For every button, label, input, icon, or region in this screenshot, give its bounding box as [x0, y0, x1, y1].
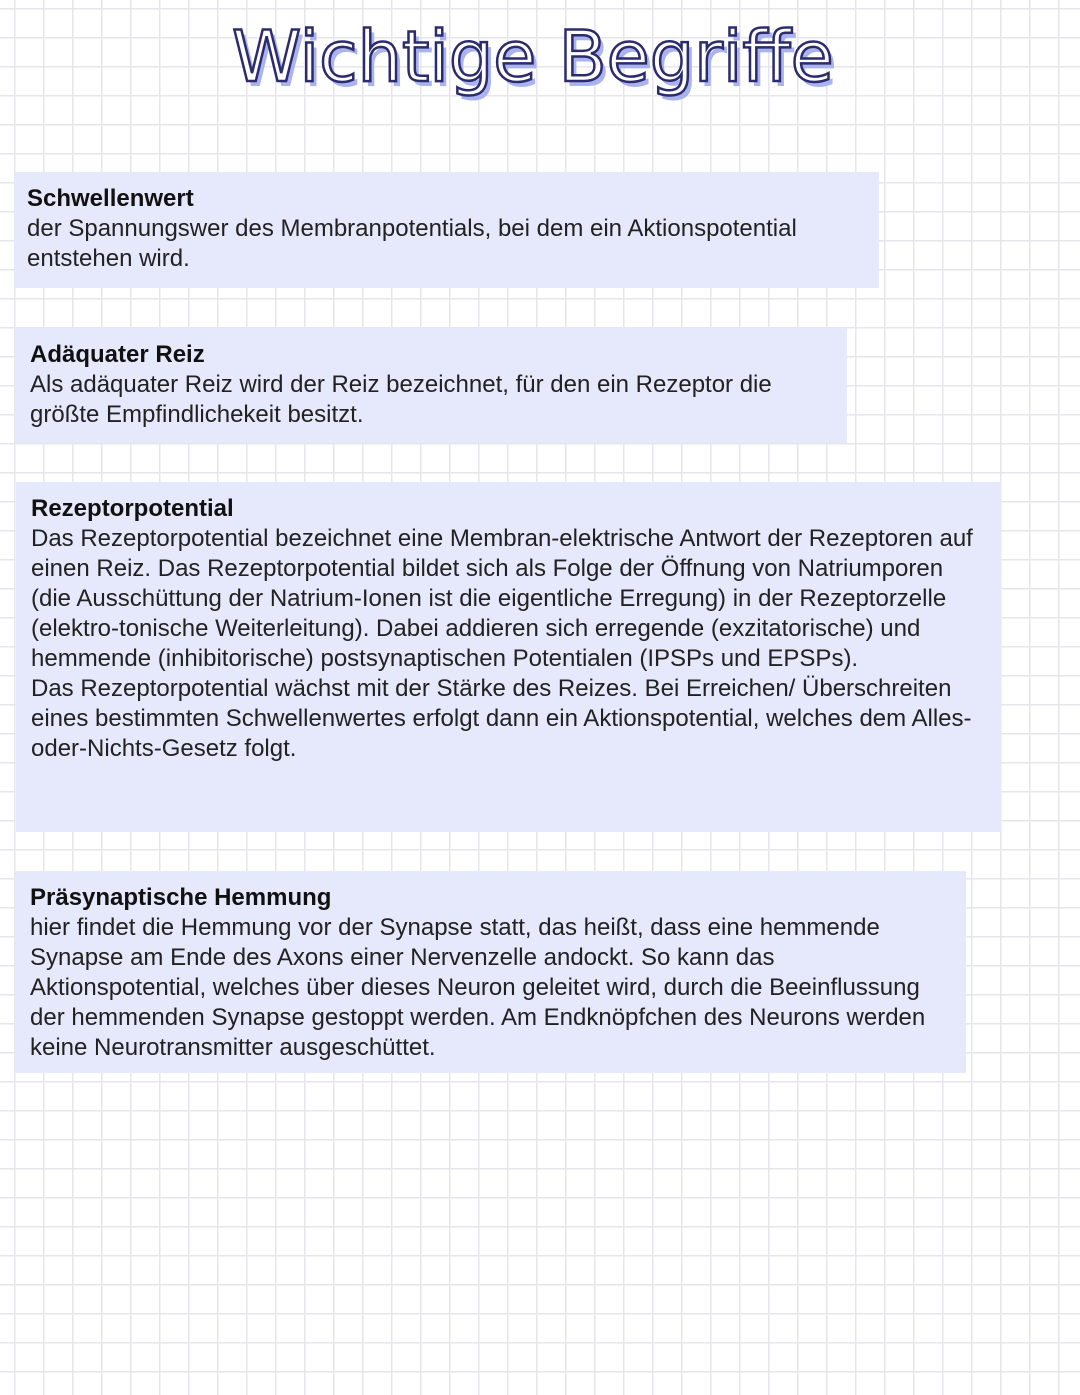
- definition-card-adaequater-reiz: [15, 328, 847, 443]
- term-definition: hier findet die Hemmung vor der Synapse statt, das heißt, dass eine hemmende Synapse am Ende des Axons einer Nervenzelle andockt. So kann das Aktionspotential, welches über dieses Neuron geleitet wird, durch die Beeinflussung der hemmenden Synapse gestoppt werden. Am Endknöpfchen des Neurons werden keine Neurotransmitter ausgeschüttet.: [30, 914, 926, 1061]
- term-definition: Das Rezeptorpotential bezeichnet eine Membran-elektrische Antwort der Rezeptoren auf einen Reiz. Das Rezeptorpotential bildet sich als Folge der Öffnung von Natriumporen (die Ausschüttung der Natrium-Ionen ist die eigentliche Erregung) in der Rezeptorzelle (elektro-tonische Weiterleitung). Dabei addieren sich erregende (exzitatorische) und hemmende (inhibitorische) postsynaptischen Potentialen (IPSPs und EPSPs).: [31, 525, 973, 672]
- term-definition: Als adäquater Reiz wird der Reiz bezeichnet, für den ein Rezeptor die größte Empfindlichekeit besitzt.: [30, 371, 772, 428]
- term-definition-continued: Das Rezeptorpotential wächst mit der Stärke des Reizes. Bei Erreichen/ Überschreiten eines bestimmten Schwellenwertes erfolgt dann ein Aktionspotential, welches dem Alles-oder-Nichts-Gesetz folgt.: [31, 675, 972, 762]
- definition-card-schwellenwert: [14, 172, 879, 288]
- term-heading: Präsynaptische Hemmung: [30, 884, 332, 911]
- term-heading: Rezeptorpotential: [31, 495, 234, 522]
- definition-card-rezeptorpotential: [16, 482, 1001, 832]
- page-title: Wichtige Begriffe: [232, 16, 834, 98]
- definition-card-praesynaptische-hemmung: [15, 871, 966, 1073]
- term-heading: Schwellenwert: [27, 185, 194, 212]
- term-heading: Adäquater Reiz: [30, 341, 205, 368]
- term-definition: der Spannungswer des Membranpotentials, bei dem ein Aktionspotential entstehen wird.: [27, 215, 797, 272]
